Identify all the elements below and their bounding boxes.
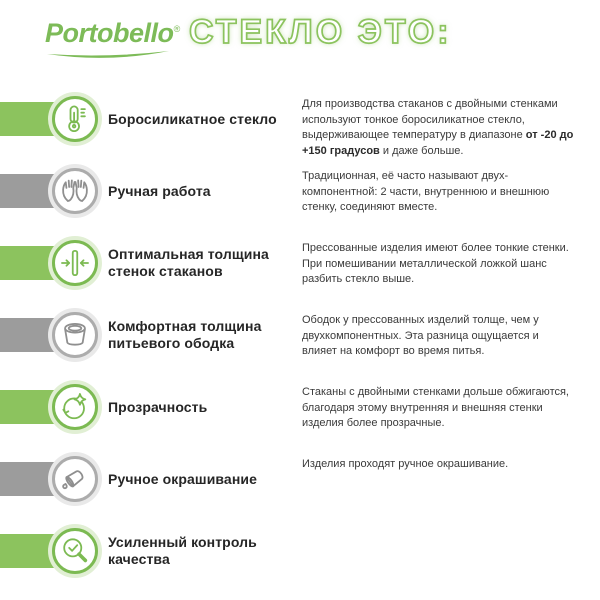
feature-row-handmade <box>0 167 600 239</box>
feature-title: Оптимальная толщина стенок стаканов <box>108 246 269 279</box>
icon-circle <box>52 528 98 574</box>
quality-check-icon <box>57 533 93 569</box>
thermometer-icon <box>57 101 93 137</box>
desc-text: Ободок у прессованных изделий толще, чем у двухкомпонентных. Эта разница ощущается и влияет на комфорт во время питья. <box>302 314 539 357</box>
feature-title: Ручное окрашивание <box>108 470 257 487</box>
portobello-logo-text <box>45 18 180 48</box>
portobello-logo <box>45 18 180 61</box>
feature-list <box>0 95 600 599</box>
paint-pouring-icon <box>57 461 93 497</box>
feature-title: Боросиликатное стекло <box>108 110 277 127</box>
desc-text: и даже больше. <box>379 144 464 157</box>
feature-row-hand-painting <box>0 455 600 527</box>
drinking-rim-icon <box>57 317 93 353</box>
feature-title: Прозрачность <box>108 398 208 415</box>
feature-row-borosilicate <box>0 95 600 167</box>
desc-text: Прессованные изделия имеют более тонкие стенки. При помешивании металлической ложкой шанс разбить стекло выше. <box>302 242 569 285</box>
icon-circle <box>52 96 98 142</box>
feature-description <box>302 457 576 473</box>
icon-circle <box>52 312 98 358</box>
feature-description <box>302 385 576 432</box>
sparkle-icon <box>57 389 93 425</box>
desc-text: Для производства стаканов с двойными стенками используют тонкое боросиликатное стекло, выдерживающее температуру в диапазоне <box>302 98 558 141</box>
feature-row-transparency <box>0 383 600 455</box>
desc-text: Изделия проходят ручное окрашивание. <box>302 458 509 470</box>
logo-word: Portobello <box>45 18 174 48</box>
icon-circle <box>52 384 98 430</box>
feature-title: Усиленный контроль качества <box>108 534 257 567</box>
page-title: СТЕКЛО ЭТО: <box>189 13 452 51</box>
feature-title: Комфортная толщина питьевого ободка <box>108 318 262 351</box>
feature-row-drinking-rim <box>0 311 600 383</box>
feature-row-quality-control <box>0 527 600 599</box>
icon-circle <box>52 168 98 214</box>
feature-title: Ручная работа <box>108 182 211 199</box>
registered-mark: ® <box>173 24 180 34</box>
feature-description <box>302 313 576 360</box>
feature-description <box>302 241 576 288</box>
desc-bold: от -20 до +150 градусов <box>302 129 574 157</box>
desc-text: Традиционная, её часто называют двух-компонентной: 2 части, внутреннюю и внешнюю стенку, соединяют вместе. <box>302 170 550 213</box>
brand-swoosh <box>45 49 171 61</box>
feature-description <box>302 169 576 216</box>
page-header <box>45 13 452 61</box>
hands-icon <box>57 173 93 209</box>
wall-thickness-icon <box>57 245 93 281</box>
icon-circle <box>52 456 98 502</box>
feature-description <box>302 97 576 159</box>
icon-circle <box>52 240 98 286</box>
desc-text: Стаканы с двойными стенками дольше обжигаются, благодаря этому внутренняя и внешняя стенки изделия более прозрачные. <box>302 386 569 429</box>
feature-row-wall-thickness <box>0 239 600 311</box>
